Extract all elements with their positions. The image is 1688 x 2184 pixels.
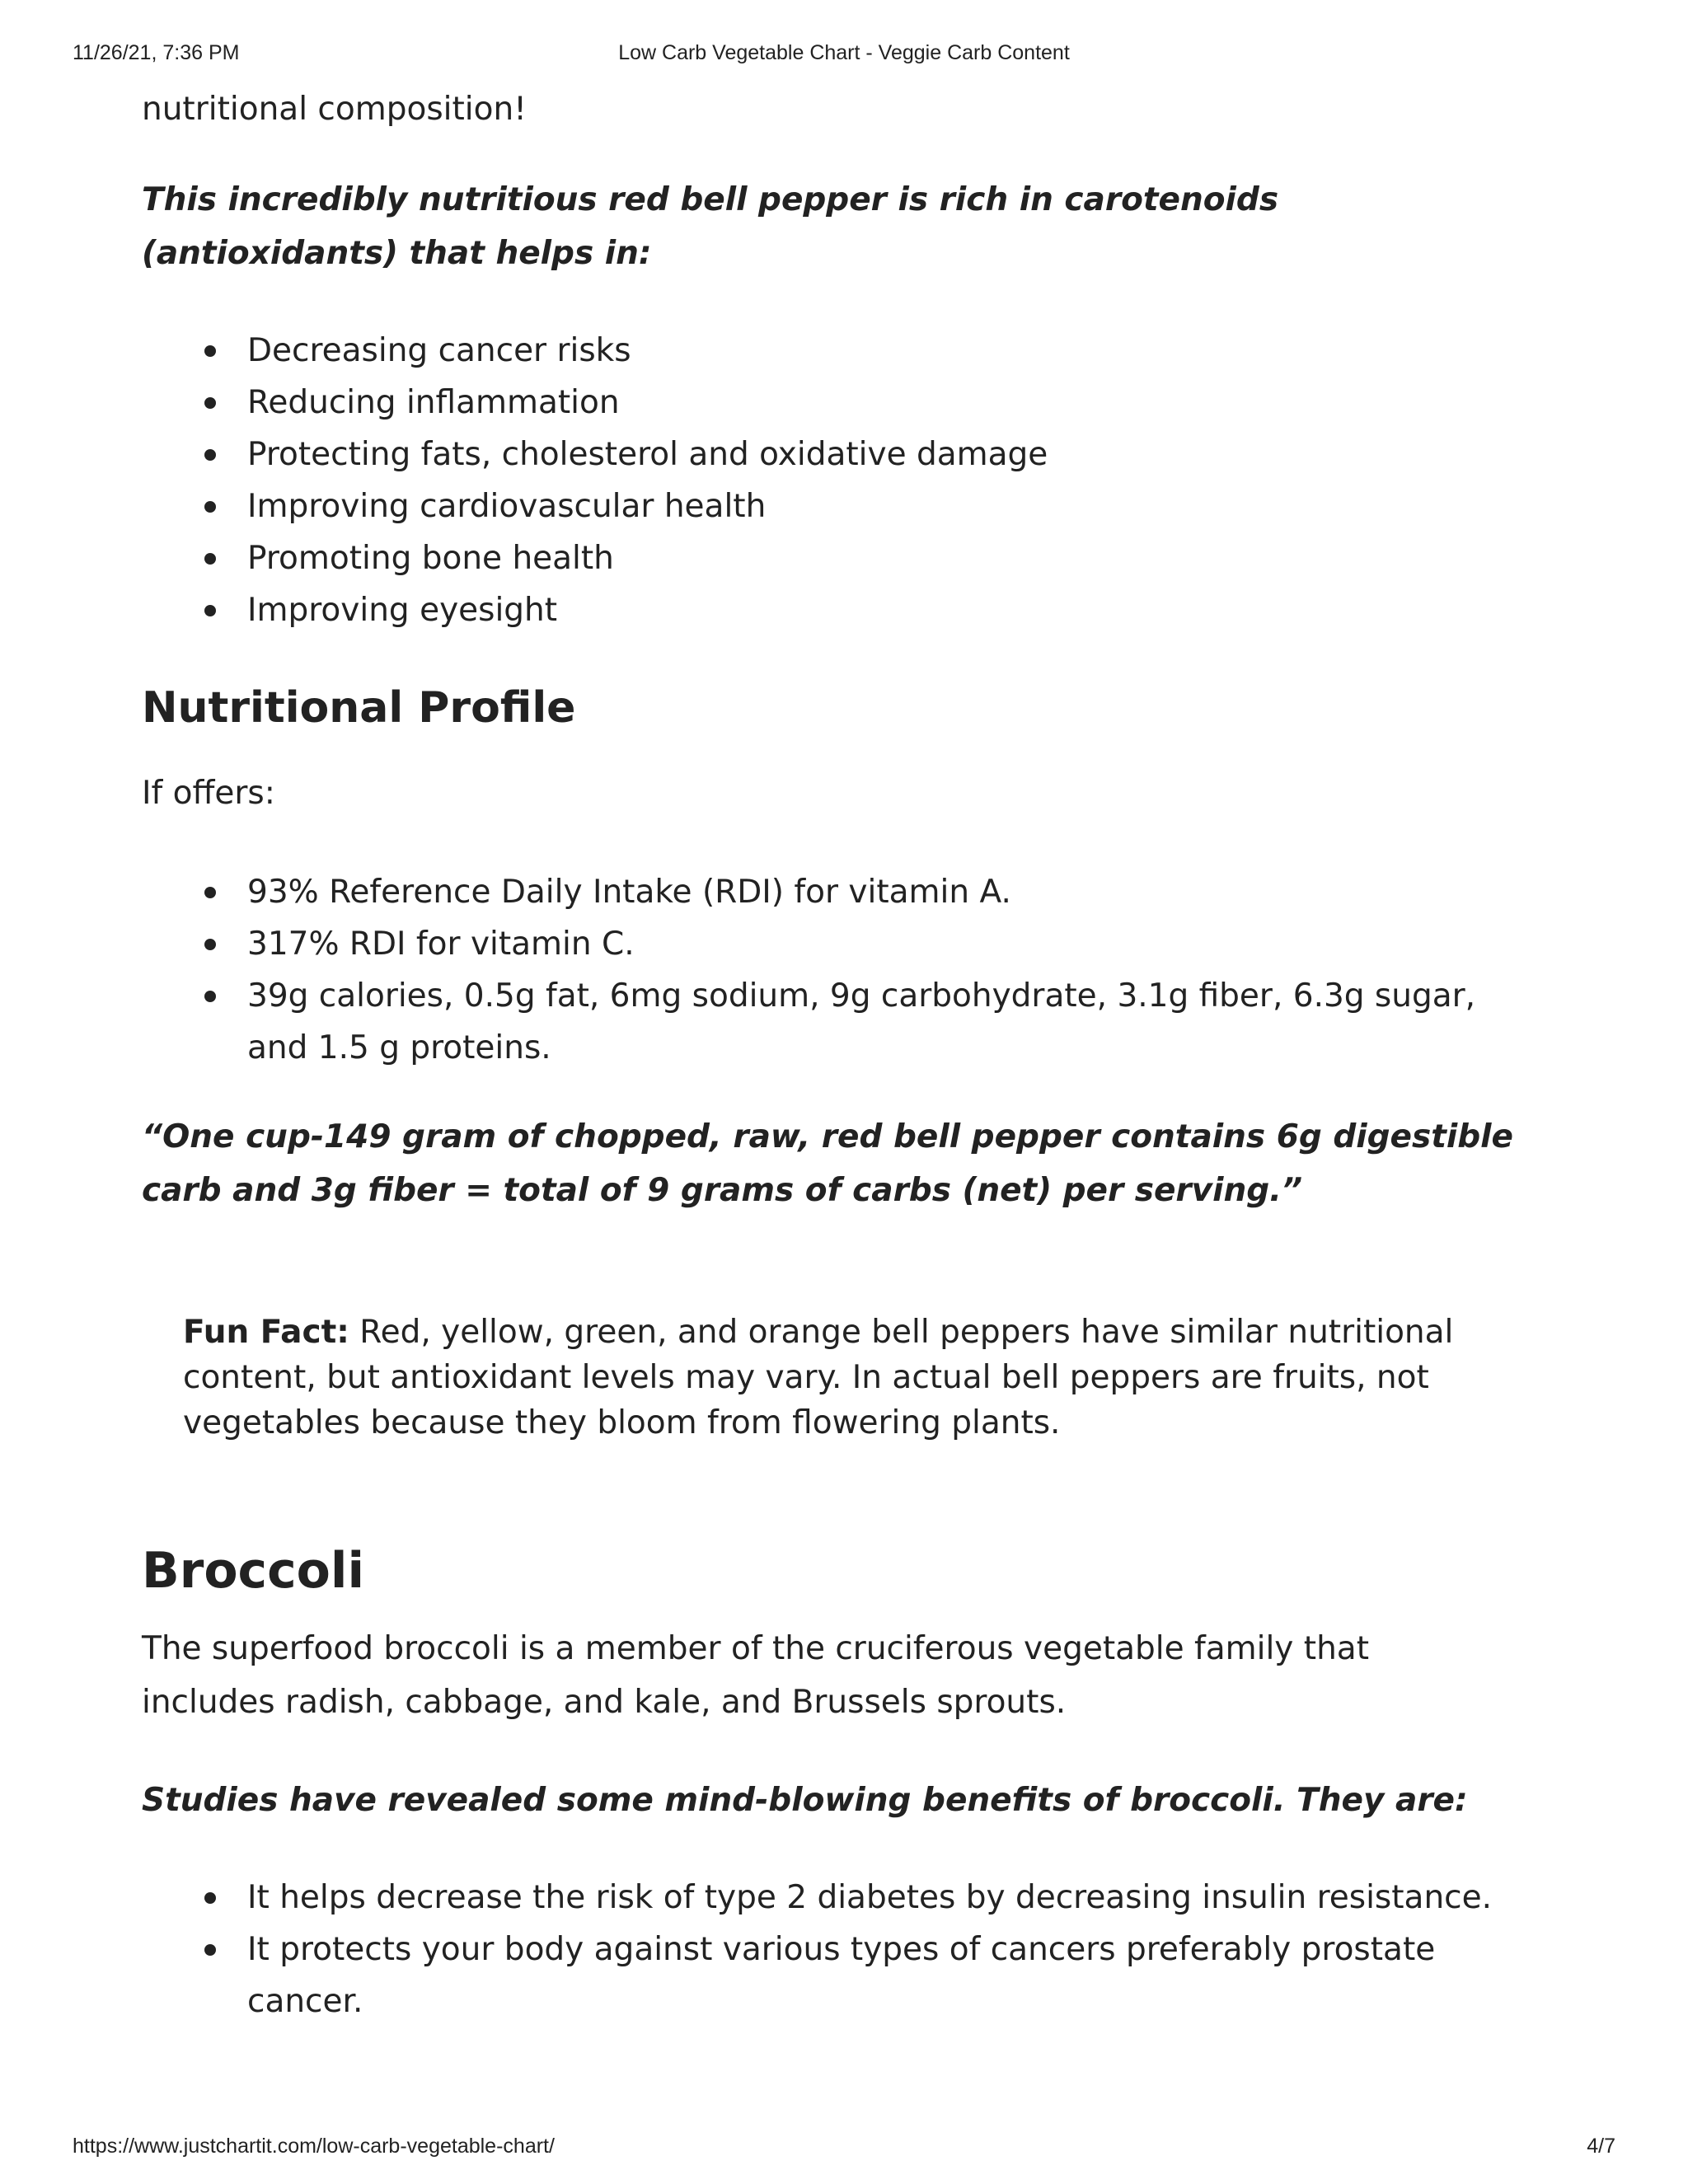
print-page-title: Low Carb Vegetable Chart - Veggie Carb Content — [618, 41, 1070, 64]
bullet-icon — [204, 501, 216, 513]
bullet-icon — [204, 449, 216, 461]
list-item: 93% Reference Daily Intake (RDI) for vitamin A. — [247, 866, 1543, 918]
bullet-icon — [204, 553, 216, 565]
bullet-icon — [204, 1892, 216, 1904]
page-number: 4/7 — [1587, 2135, 1615, 2158]
bullet-icon — [204, 345, 216, 357]
bullet-icon — [204, 887, 216, 898]
fun-fact-text: Red, yellow, green, and orange bell peppers have similar nutritional content, but antioxidant levels may vary. In actual bell peppers are fruits, not vegetables because they bloom from flowering plants. — [183, 1314, 1454, 1441]
bullet-icon — [204, 1944, 216, 1956]
nutrition-list — [142, 866, 1543, 1074]
pepper-benefits-list — [142, 325, 1543, 636]
list-item: Improving eyesight — [247, 584, 1543, 636]
article-content — [142, 82, 1543, 2027]
print-datetime: 11/26/21, 7:36 PM — [73, 41, 240, 64]
offers-intro-text: If offers: — [142, 775, 275, 812]
nutritional-profile-heading: Nutritional Profile — [142, 683, 576, 733]
print-header — [73, 41, 1615, 68]
list-item: Decreasing cancer risks — [247, 325, 1543, 377]
bullet-icon — [204, 939, 216, 950]
list-item: It helps decrease the risk of type 2 diabetes by decreasing insulin resistance. — [247, 1872, 1543, 1924]
list-item: Protecting fats, cholesterol and oxidative damage — [247, 429, 1543, 480]
pepper-benefits-heading: This incredibly nutritious red bell pepper is rich in carotenoids (antioxidants) that helps in: — [142, 181, 1279, 272]
list-item: It protects your body against various types of cancers preferably prostate cancer. — [247, 1924, 1543, 2027]
print-url: https://www.justchartit.com/low-carb-vegetable-chart/ — [73, 2135, 555, 2158]
broccoli-intro-text: The superfood broccoli is a member of the cruciferous vegetable family that includes radish, cabbage, and kale, and Brussels sprouts. — [142, 1630, 1369, 1721]
bullet-icon — [204, 397, 216, 409]
bullet-icon — [204, 991, 216, 1002]
broccoli-benefits-list — [142, 1872, 1543, 2027]
list-item: 39g calories, 0.5g fat, 6mg sodium, 9g carbohydrate, 3.1g fiber, 6.3g sugar, and 1.5 g proteins. — [247, 970, 1543, 1074]
intro-tail-text: nutritional composition! — [142, 91, 527, 128]
broccoli-benefits-heading: Studies have revealed some mind-blowing benefits of broccoli. They are: — [142, 1782, 1468, 1819]
broccoli-heading: Broccoli — [142, 1542, 365, 1600]
bullet-icon — [204, 605, 216, 616]
list-item: Improving cardiovascular health — [247, 480, 1543, 532]
carb-quote: “One cup-149 gram of chopped, raw, red bell pepper contains 6g digestible carb and 3g fiber = total of 9 grams of carbs (net) per serving.” — [142, 1118, 1513, 1209]
fun-fact-box — [183, 1310, 1461, 1446]
list-item: Reducing inflammation — [247, 377, 1543, 429]
list-item: Promoting bone health — [247, 532, 1543, 584]
list-item: 317% RDI for vitamin C. — [247, 918, 1543, 970]
fun-fact-label: Fun Fact: — [183, 1314, 349, 1351]
print-footer — [73, 2135, 1615, 2161]
